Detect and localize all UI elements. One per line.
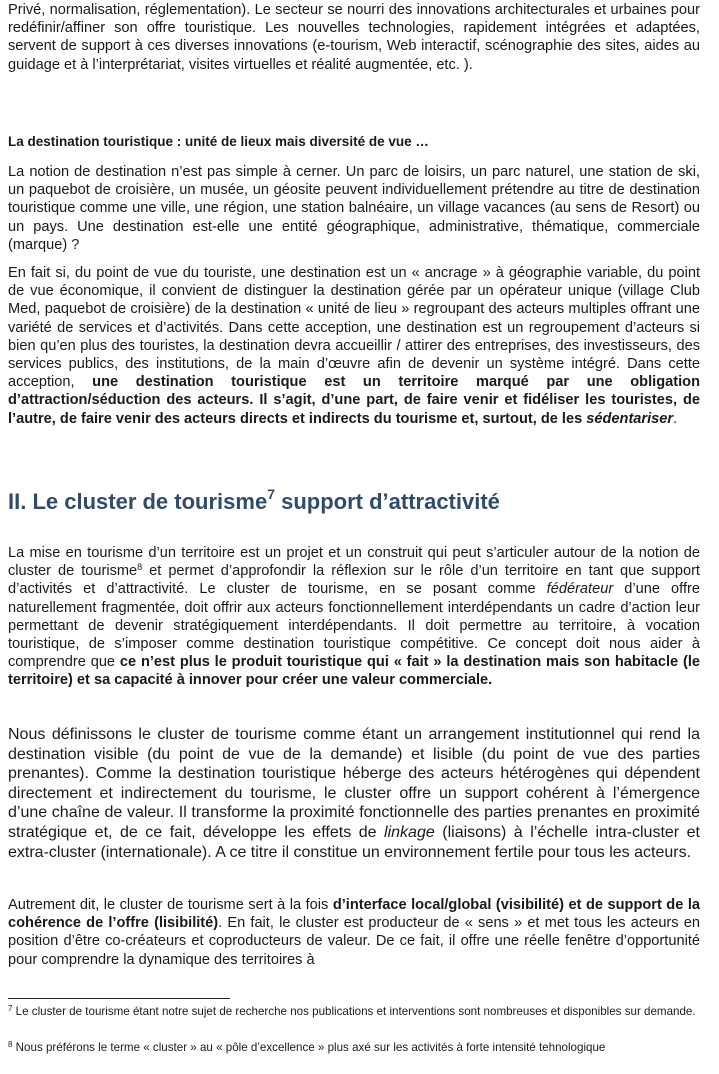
paragraph-innovations: Privé, normalisation, réglementation). Le secteur se nourri des innovations architecturales et urbaines pour redéfinir/affiner son offre touristique. Les nouvelles technologies, rapidement intégrées et adaptées, servent de support à ces diverses innovations (e-tourism, Web interactif, scénographie des sites, aides au guidage et à l’interprétariat, visites virtuelles et réalité augmentée, etc. ). (8, 2, 700, 73)
text: (liaisons) à l’échelle intra-cluster et extra-cluster (internationale). A ce titre il constitue un environnement fertile pour tous les acteurs. (8, 823, 700, 861)
footnote-7 (8, 1003, 700, 1021)
text: Autrement dit, le cluster de tourisme sert à la fois (8, 897, 333, 913)
text: et permet d’approfondir la réflexion sur le rôle d’un territoire en tant que support d’activités et d’attractivité. Le cluster de tourisme, en se posant comme (8, 563, 700, 598)
bold-text (8, 374, 700, 426)
heading-text: support d’attractivité (274, 489, 500, 514)
italic-text: linkage (384, 823, 435, 841)
footnote-number: 7 (8, 1004, 13, 1013)
heading-text: II. Le cluster de tourisme (8, 489, 268, 514)
text: d’une offre naturellement fragmentée, doit offrir aux acteurs fonctionnellement interdépendants un cadre d’action leur permettant de devenir stratégiquement interdépendants. Il doit permettre au territoire, à vocation touristique, de s’imposer comme destination touristique compétitive. Ce concept doit nous aider à comprendre que (8, 581, 700, 671)
text: . En fait, le cluster est producteur de « sens » et met tous les acteurs en position d’être co-créateurs et coproducteurs de valeur. De ce fait, il offre une réelle fenêtre d’opportunité pour comprendre la dynamique des territoires à (8, 915, 700, 968)
text: une destination touristique est un territoire marqué par une obligation d’attraction/séduction des acteurs. Il s’agit, d’une part, de faire venir et fidéliser les touristes, de l’autre, de faire venir des acteurs directs et indirects du tourisme et, surtout, de les (8, 374, 700, 427)
footnote-ref-7[interactable]: 7 (267, 486, 275, 502)
footnote-number: 8 (8, 1040, 13, 1049)
paragraph-definition-cluster (8, 725, 700, 862)
subheading-destination: La destination touristique : unité de lieux mais diversité de vue … (8, 134, 429, 149)
paragraph-destination-notion: La notion de destination n’est pas simple à cerner. Un parc de loisirs, un parc naturel, une station de ski, un paquebot de croisière, un musée, un géosite peuvent individuellement prétendre au titre de destination touristique comme une ville, une région, une station balnéaire, un village vacances (au sens de Resort) ou un pays. Une destination est-elle une entité géographique, administrative, thématique, commerciale (marque) ? (8, 164, 700, 253)
footnote-ref-8[interactable]: 8 (137, 562, 143, 573)
footnote-separator (8, 998, 230, 999)
text: . (673, 410, 678, 427)
section-heading (8, 488, 700, 516)
italic-text: fédérateur (546, 581, 614, 598)
text: En fait si, du point de vue du touriste, une destination est un « ancrage » à géographie variable, du point de vue économique, il convient de distinguer la destination gérée par un opérateur unique (village Club Med, paquebot de croisière) de la destination « unité de lieu » regroupant des acteurs multiples offrant une variété de services et d’activités. Dans cette acception, une destination est un regroupement d’acteurs si bien qu’en plus des touristes, la destination devra accueillir / attirer des entreprises, des investisseurs, des services publics, des institutions, de la main d’œuvre afin de devenir un système intégré. Dans cette acception, (8, 265, 700, 391)
paragraph-destination-ancrage (8, 264, 700, 428)
text: Nous définissons le cluster de tourisme comme étant un arrangement institutionnel qui rend la destination visible (du point de vue de la demande) et lisible (du point de vue des parties prenantes). Comme la destination touristique héberge des acteurs hétérogènes qui dépendent directement et indirectement du tourisme, le cluster offre un support cohérent à l’émergence d’une chaîne de valeur. Il transforme la proximité fonctionnelle des parties prenantes en proximité stratégique et, de ce fait, développe les effets de (8, 726, 700, 841)
paragraph-mise-en-tourisme (8, 544, 700, 690)
footnote-text: Nous préférons le terme « cluster » au « pôle d’excellence » plus axé sur les activités à forte intensité tehnologique (12, 1041, 606, 1054)
footnote-8 (8, 1039, 700, 1057)
text: La mise en tourisme d’un territoire est un projet et un construit qui peut s’articuler autour de la notion de cluster de tourisme (8, 545, 700, 580)
footnote-text: Le cluster de tourisme étant notre sujet de recherche nos publications et interventions sont nombreuses et disponibles sur demande. (12, 1005, 696, 1018)
italic-text: sédentariser (586, 410, 674, 427)
bold-text: d’interface local/global (visibilité) et de support de la cohérence de l’offre (lisibilité) (8, 897, 701, 932)
paragraph-autrement-dit (8, 896, 700, 969)
bold-text: ce n’est plus le produit touristique qui « fait » la destination mais son habitacle (le territoire) et sa capacité à innover pour créer une valeur commerciale. (8, 654, 700, 689)
